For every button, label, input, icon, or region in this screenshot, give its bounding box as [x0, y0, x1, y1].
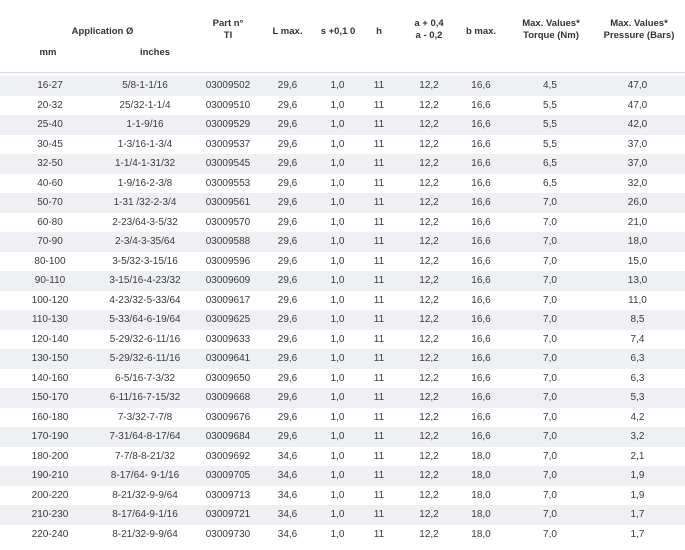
cell-part-number: 03009625 — [205, 314, 251, 325]
cell-b-max: 18,0 — [471, 509, 491, 520]
table-row — [0, 330, 685, 350]
cell-b-max: 16,6 — [471, 236, 491, 247]
cell-max-pressure: 1,7 — [630, 509, 645, 520]
cell-s-value: 1,0 — [330, 99, 345, 111]
table-row — [0, 505, 685, 525]
cell-s-value: 1,0 — [330, 275, 345, 286]
cell-l-max: 29,6 — [277, 275, 298, 286]
table-row — [0, 525, 685, 545]
cell-l-max: 29,6 — [277, 216, 298, 228]
table-row — [0, 174, 685, 194]
cell-part-number: 03009650 — [205, 372, 251, 384]
cell-l-max: 29,6 — [277, 119, 298, 130]
cell-l-max: 34,6 — [277, 450, 298, 462]
cell-a-value: 12,2 — [419, 80, 439, 91]
cell-s-value: 1,0 — [330, 353, 345, 364]
table-row — [0, 388, 685, 408]
cell-l-max: 34,6 — [277, 528, 298, 540]
cell-h-value: 11 — [373, 294, 385, 306]
cell-b-max: 18,0 — [471, 528, 491, 540]
header-divider — [0, 72, 685, 73]
cell-size-mm: 200-220 — [31, 489, 69, 501]
cell-b-max: 16,6 — [471, 275, 491, 286]
cell-max-torque: 7,0 — [543, 294, 557, 306]
header-pressure-line1: Max. Values* — [610, 18, 668, 29]
cell-b-max: 16,6 — [471, 411, 491, 423]
cell-max-torque: 7,0 — [543, 411, 557, 423]
cell-b-max: 16,6 — [471, 80, 491, 91]
table-row — [0, 310, 685, 330]
cell-s-value: 1,0 — [330, 489, 345, 501]
cell-max-pressure: 13,0 — [627, 275, 648, 286]
cell-part-number: 03009633 — [205, 333, 251, 345]
header-part-line2: TI — [223, 30, 233, 41]
cell-max-torque: 7,0 — [543, 431, 557, 442]
cell-s-value: 1,0 — [330, 294, 345, 306]
cell-max-torque: 6,5 — [543, 158, 557, 169]
cell-a-value: 12,2 — [419, 411, 439, 423]
header-l-max: L max. — [272, 26, 303, 37]
cell-size-mm: 120-140 — [31, 333, 69, 345]
cell-size-inches: 4-23/32-5-33/64 — [109, 294, 181, 306]
cell-b-max: 16,6 — [471, 372, 491, 384]
cell-max-pressure: 47,0 — [627, 99, 648, 111]
cell-h-value: 11 — [373, 431, 385, 442]
cell-size-mm: 30-45 — [37, 138, 63, 150]
cell-h-value: 11 — [373, 255, 385, 267]
cell-size-mm: 25-40 — [37, 119, 63, 130]
cell-size-inches: 25/32-1-1/4 — [119, 99, 171, 111]
table-row — [0, 232, 685, 252]
cell-part-number: 03009721 — [205, 509, 251, 520]
cell-a-value: 12,2 — [419, 450, 439, 462]
cell-l-max: 29,6 — [277, 138, 298, 150]
table-row — [0, 115, 685, 135]
header-mm: mm — [39, 47, 57, 58]
cell-size-inches: 5-29/32-6-11/16 — [109, 333, 181, 345]
cell-size-inches: 6-5/16-7-3/32 — [114, 372, 176, 384]
header-torque-line1: Max. Values* — [522, 18, 580, 29]
cell-size-mm: 32-50 — [37, 158, 63, 169]
header-a-line2: a - 0,2 — [415, 30, 443, 41]
cell-a-value: 12,2 — [419, 99, 439, 111]
cell-max-pressure: 3,2 — [630, 431, 645, 442]
cell-size-mm: 190-210 — [31, 470, 69, 481]
cell-part-number: 03009730 — [205, 528, 251, 540]
cell-h-value: 11 — [373, 236, 385, 247]
table-row — [0, 486, 685, 506]
cell-part-number: 03009641 — [205, 353, 251, 364]
cell-a-value: 12,2 — [419, 275, 439, 286]
cell-s-value: 1,0 — [330, 255, 345, 267]
cell-size-mm: 170-190 — [31, 431, 69, 442]
cell-max-pressure: 42,0 — [627, 119, 648, 130]
cell-h-value: 11 — [373, 372, 385, 384]
cell-l-max: 29,6 — [277, 197, 298, 208]
cell-b-max: 16,6 — [471, 216, 491, 228]
cell-h-value: 11 — [373, 99, 385, 111]
header-pressure-line2: Pressure (Bars) — [603, 30, 675, 41]
cell-l-max: 29,6 — [277, 158, 298, 169]
cell-max-pressure: 4,2 — [630, 411, 645, 423]
cell-max-pressure: 11,0 — [628, 294, 647, 306]
cell-b-max: 16,6 — [471, 431, 491, 442]
cell-max-torque: 7,0 — [543, 489, 557, 501]
cell-max-torque: 7,0 — [543, 275, 557, 286]
cell-max-pressure: 5,3 — [630, 392, 645, 403]
cell-h-value: 11 — [373, 450, 385, 462]
cell-a-value: 12,2 — [419, 392, 439, 403]
cell-part-number: 03009668 — [205, 392, 251, 403]
cell-b-max: 16,6 — [471, 99, 491, 111]
cell-l-max: 29,6 — [277, 99, 298, 111]
cell-part-number: 03009705 — [205, 470, 251, 481]
cell-part-number: 03009713 — [205, 489, 251, 501]
header-a-line1: a + 0,4 — [414, 18, 444, 29]
cell-l-max: 29,6 — [277, 372, 298, 384]
cell-size-mm: 80-100 — [34, 255, 66, 267]
cell-l-max: 29,6 — [277, 294, 298, 306]
cell-size-mm: 40-60 — [37, 177, 63, 189]
cell-size-inches: 2-3/4-3-35/64 — [114, 236, 176, 247]
cell-s-value: 1,0 — [330, 177, 345, 189]
cell-size-inches: 5-29/32-6-11/16 — [109, 353, 181, 364]
cell-max-pressure: 26,0 — [627, 197, 648, 208]
cell-size-inches: 7-31/64-8-17/64 — [109, 431, 181, 442]
cell-a-value: 12,2 — [419, 119, 439, 130]
cell-b-max: 18,0 — [471, 489, 491, 501]
cell-h-value: 11 — [373, 509, 385, 520]
header-application: Application Ø — [71, 26, 134, 37]
cell-max-torque: 4,5 — [543, 80, 557, 91]
cell-part-number: 03009545 — [205, 158, 251, 169]
cell-part-number: 03009609 — [205, 275, 251, 286]
cell-h-value: 11 — [373, 411, 385, 423]
cell-max-pressure: 37,0 — [627, 158, 648, 169]
cell-part-number: 03009684 — [205, 431, 251, 442]
cell-max-torque: 7,0 — [543, 392, 557, 403]
cell-b-max: 16,6 — [471, 158, 491, 169]
cell-s-value: 1,0 — [330, 509, 345, 520]
header-torque-line2: Torque (Nm) — [523, 30, 579, 41]
cell-max-torque: 6,5 — [543, 177, 557, 189]
cell-h-value: 11 — [373, 216, 385, 228]
cell-size-inches: 2-23/64-3-5/32 — [112, 216, 178, 228]
cell-h-value: 11 — [373, 158, 385, 169]
cell-b-max: 16,6 — [471, 138, 491, 150]
cell-max-torque: 7,0 — [543, 333, 557, 345]
cell-max-torque: 7,0 — [543, 314, 557, 325]
cell-l-max: 29,6 — [277, 177, 298, 189]
cell-size-inches: 7-3/32-7-7/8 — [117, 411, 173, 423]
cell-size-inches: 7-7/8-8-21/32 — [114, 450, 176, 462]
table-row — [0, 408, 685, 428]
table-header — [0, 0, 685, 72]
table-row — [0, 213, 685, 233]
cell-part-number: 03009570 — [205, 216, 251, 228]
cell-max-torque: 7,0 — [543, 216, 557, 228]
cell-l-max: 29,6 — [277, 333, 298, 345]
cell-h-value: 11 — [373, 119, 385, 130]
cell-s-value: 1,0 — [330, 450, 345, 462]
cell-max-torque: 7,0 — [543, 528, 557, 540]
cell-l-max: 34,6 — [277, 470, 298, 481]
cell-h-value: 11 — [373, 177, 385, 189]
cell-s-value: 1,0 — [330, 197, 345, 208]
header-b-max: b max. — [465, 26, 497, 37]
table-row — [0, 369, 685, 389]
cell-l-max: 34,6 — [277, 509, 298, 520]
cell-l-max: 29,6 — [277, 392, 298, 403]
cell-size-inches: 1-9/16-2-3/8 — [117, 177, 173, 189]
cell-b-max: 18,0 — [471, 450, 491, 462]
cell-part-number: 03009537 — [205, 138, 251, 150]
cell-part-number: 03009502 — [205, 80, 251, 91]
cell-h-value: 11 — [373, 353, 385, 364]
cell-max-pressure: 6,3 — [630, 353, 645, 364]
cell-s-value: 1,0 — [330, 80, 345, 91]
cell-max-pressure: 37,0 — [627, 138, 648, 150]
cell-h-value: 11 — [373, 470, 385, 481]
cell-b-max: 16,6 — [471, 119, 491, 130]
cell-max-pressure: 2,1 — [630, 450, 645, 462]
table-row — [0, 252, 685, 272]
cell-h-value: 11 — [373, 314, 385, 325]
cell-size-mm: 150-170 — [31, 392, 69, 403]
cell-max-pressure: 7,4 — [630, 333, 645, 345]
cell-a-value: 12,2 — [419, 528, 439, 540]
cell-part-number: 03009561 — [205, 197, 251, 208]
cell-size-inches: 1-31 /32-2-3/4 — [113, 197, 177, 208]
cell-s-value: 1,0 — [330, 119, 345, 130]
cell-a-value: 12,2 — [419, 489, 439, 501]
cell-size-mm: 50-70 — [37, 197, 63, 208]
cell-a-value: 12,2 — [419, 216, 439, 228]
cell-max-pressure: 21,0 — [627, 216, 648, 228]
header-s: s +0,1 0 — [320, 26, 356, 37]
cell-size-inches: 5-33/64-6-19/64 — [109, 314, 181, 325]
cell-part-number: 03009529 — [205, 119, 251, 130]
table-row — [0, 427, 685, 447]
cell-size-mm: 16-27 — [37, 80, 63, 91]
cell-size-inches: 8-21/32-9-9/64 — [112, 528, 178, 540]
cell-a-value: 12,2 — [419, 177, 439, 189]
cell-part-number: 03009596 — [205, 255, 251, 267]
table-row — [0, 135, 685, 155]
cell-b-max: 16,6 — [471, 353, 491, 364]
cell-b-max: 16,6 — [471, 177, 491, 189]
cell-h-value: 11 — [373, 138, 385, 150]
cell-part-number: 03009692 — [205, 450, 251, 462]
cell-b-max: 16,6 — [471, 197, 491, 208]
cell-max-torque: 7,0 — [543, 353, 557, 364]
cell-a-value: 12,2 — [419, 470, 439, 481]
cell-b-max: 16,6 — [471, 294, 491, 306]
cell-size-inches: 3-5/32-3-15/16 — [112, 255, 178, 267]
cell-a-value: 12,2 — [419, 333, 439, 345]
cell-max-pressure: 6,3 — [630, 372, 645, 384]
header-inches: inches — [139, 47, 171, 58]
table-row — [0, 154, 685, 174]
cell-max-pressure: 15,0 — [627, 255, 648, 267]
table-row — [0, 96, 685, 116]
cell-a-value: 12,2 — [419, 236, 439, 247]
cell-part-number: 03009617 — [205, 294, 251, 306]
cell-size-mm: 110-130 — [32, 314, 68, 325]
cell-max-pressure: 1,7 — [630, 528, 645, 540]
cell-s-value: 1,0 — [330, 138, 345, 150]
cell-a-value: 12,2 — [419, 197, 439, 208]
cell-max-torque: 7,0 — [543, 197, 557, 208]
cell-h-value: 11 — [373, 197, 385, 208]
cell-b-max: 18,0 — [471, 470, 491, 481]
cell-s-value: 1,0 — [330, 158, 345, 169]
table-row — [0, 349, 685, 369]
cell-s-value: 1,0 — [330, 216, 345, 228]
cell-s-value: 1,0 — [330, 333, 345, 345]
cell-max-pressure: 1,9 — [630, 470, 645, 481]
cell-h-value: 11 — [373, 528, 385, 540]
cell-l-max: 29,6 — [277, 236, 298, 247]
table-row — [0, 76, 685, 96]
cell-a-value: 12,2 — [419, 314, 439, 325]
cell-b-max: 16,6 — [471, 333, 491, 345]
cell-a-value: 12,2 — [419, 294, 439, 306]
cell-size-inches: 6-11/16-7-15/32 — [109, 392, 181, 403]
cell-size-inches: 8-17/64-9-1/16 — [112, 509, 178, 520]
cell-s-value: 1,0 — [330, 470, 345, 481]
cell-size-mm: 100-120 — [31, 294, 69, 306]
table-row — [0, 466, 685, 486]
cell-size-mm: 90-110 — [34, 275, 66, 286]
cell-l-max: 29,6 — [277, 255, 298, 267]
cell-size-mm: 60-80 — [37, 216, 63, 228]
cell-max-torque: 5,5 — [543, 119, 557, 130]
cell-part-number: 03009553 — [205, 177, 251, 189]
cell-part-number: 03009510 — [205, 99, 251, 111]
cell-l-max: 29,6 — [277, 353, 298, 364]
cell-max-torque: 5,5 — [543, 99, 557, 111]
cell-l-max: 29,6 — [277, 80, 298, 91]
cell-size-mm: 210-230 — [31, 509, 69, 520]
cell-max-torque: 7,0 — [543, 372, 557, 384]
cell-max-torque: 7,0 — [543, 255, 557, 267]
table-body — [0, 76, 685, 544]
cell-a-value: 12,2 — [419, 372, 439, 384]
cell-size-mm: 160-180 — [31, 411, 69, 423]
cell-max-torque: 7,0 — [543, 470, 557, 481]
cell-size-inches: 3-15/16-4-23/32 — [109, 275, 181, 286]
cell-l-max: 29,6 — [277, 431, 298, 442]
cell-a-value: 12,2 — [419, 353, 439, 364]
cell-h-value: 11 — [373, 275, 385, 286]
header-h: h — [376, 26, 382, 37]
table-row — [0, 193, 685, 213]
header-part-line1: Part n° — [212, 18, 244, 29]
cell-l-max: 34,6 — [277, 489, 298, 501]
cell-max-pressure: 47,0 — [627, 80, 648, 91]
cell-h-value: 11 — [373, 333, 385, 345]
cell-s-value: 1,0 — [330, 431, 345, 442]
cell-size-mm: 220-240 — [31, 528, 69, 540]
cell-a-value: 12,2 — [419, 509, 439, 520]
cell-s-value: 1,0 — [330, 372, 345, 384]
cell-size-mm: 20-32 — [37, 99, 63, 111]
table-row — [0, 291, 685, 311]
cell-max-pressure: 18,0 — [627, 236, 648, 247]
cell-part-number: 03009588 — [205, 236, 251, 247]
cell-a-value: 12,2 — [419, 158, 439, 169]
cell-b-max: 16,6 — [471, 314, 491, 325]
cell-size-inches: 8-21/32-9-9/64 — [112, 489, 178, 501]
cell-max-torque: 7,0 — [543, 509, 557, 520]
cell-max-pressure: 1,9 — [630, 489, 645, 501]
cell-size-inches: 1-3/16-1-3/4 — [117, 138, 173, 150]
cell-a-value: 12,2 — [419, 138, 439, 150]
cell-max-pressure: 8,5 — [630, 314, 645, 325]
cell-size-mm: 130-150 — [31, 353, 69, 364]
cell-a-value: 12,2 — [419, 255, 439, 267]
cell-size-inches: 8-17/64- 9-1/16 — [110, 470, 180, 481]
cell-l-max: 29,6 — [277, 411, 298, 423]
cell-max-torque: 7,0 — [543, 450, 557, 462]
cell-size-inches: 1-1-9/16 — [126, 119, 164, 130]
cell-b-max: 16,6 — [471, 255, 491, 267]
cell-size-mm: 140-160 — [31, 372, 69, 384]
cell-b-max: 16,6 — [471, 392, 491, 403]
cell-size-mm: 70-90 — [37, 236, 63, 247]
cell-s-value: 1,0 — [330, 528, 345, 540]
table-row — [0, 271, 685, 291]
cell-max-torque: 7,0 — [543, 236, 557, 247]
cell-h-value: 11 — [373, 489, 385, 501]
cell-part-number: 03009676 — [205, 411, 251, 423]
cell-size-mm: 180-200 — [31, 450, 69, 462]
cell-max-torque: 5,5 — [543, 138, 557, 150]
cell-h-value: 11 — [373, 80, 385, 91]
cell-max-pressure: 32,0 — [627, 177, 648, 189]
cell-l-max: 29,6 — [277, 314, 298, 325]
cell-s-value: 1,0 — [330, 236, 345, 247]
cell-a-value: 12,2 — [419, 431, 439, 442]
cell-s-value: 1,0 — [330, 411, 345, 423]
cell-s-value: 1,0 — [330, 392, 345, 403]
cell-size-inches: 1-1/4-1-31/32 — [114, 158, 176, 169]
cell-size-inches: 5/8-1-1/16 — [122, 80, 168, 91]
table-row — [0, 447, 685, 467]
cell-s-value: 1,0 — [330, 314, 345, 325]
cell-h-value: 11 — [373, 392, 385, 403]
